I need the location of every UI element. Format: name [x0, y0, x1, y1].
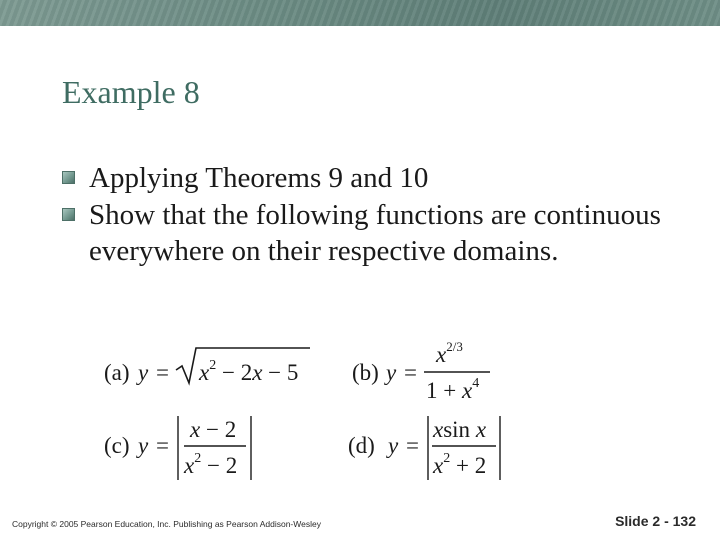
- bullet-list: [62, 160, 682, 269]
- formula-b-y: y: [386, 360, 397, 385]
- formula-a-label: (a): [104, 360, 130, 385]
- formula-b-numerator: $x^{2/3}$: [436, 339, 463, 367]
- formula-d-y: y: [388, 433, 399, 458]
- bullet-item-1: [62, 160, 682, 196]
- square-bullet-icon: [62, 208, 75, 221]
- formula-a-radicand: $x^2 - 2x - 5$: [199, 358, 299, 385]
- formula-d-denominator: $x^2 + 2$: [433, 451, 487, 478]
- top-bar-texture: [0, 0, 720, 26]
- formula-d-label: (d): [348, 433, 375, 458]
- formula-b-label: (b): [352, 360, 379, 385]
- formula-b-denominator: $1 + x^4$: [426, 376, 480, 403]
- footer-slide-number: Slide 2 - 132: [615, 513, 696, 529]
- formula-graphic: [100, 336, 520, 486]
- formula-c-label: (c): [104, 433, 130, 458]
- formula-c-denominator: $x^2 - 2$: [184, 451, 238, 478]
- bullet-text-2: Show that the following functions are continuous everywhere on their respective domains.: [89, 199, 661, 267]
- formula-c-numerator: x − 2: [190, 417, 237, 442]
- bullet-text-1: Applying Theorems 9 and 10: [89, 162, 429, 194]
- formula-c-eq: =: [156, 433, 169, 458]
- square-bullet-icon: [62, 171, 75, 184]
- formula-a-y: y: [138, 360, 149, 385]
- bullet-item-2: [62, 197, 682, 269]
- formula-d: [348, 416, 500, 480]
- formula-block: [100, 336, 520, 486]
- formula-d-numerator: xsin x: [433, 417, 487, 442]
- formula-a-eq: =: [156, 360, 169, 385]
- formula-b: [352, 339, 490, 403]
- formula-a: [104, 348, 310, 385]
- footer-copyright: Copyright © 2005 Pearson Education, Inc. Publishing as Pearson Addison-Wesley: [12, 519, 321, 529]
- formula-b-eq: =: [404, 360, 417, 385]
- formula-c: [104, 416, 251, 480]
- top-decorative-bar: [0, 0, 720, 26]
- formula-d-eq: =: [406, 433, 419, 458]
- formula-c-y: y: [138, 433, 149, 458]
- slide-title: Example 8: [62, 74, 200, 110]
